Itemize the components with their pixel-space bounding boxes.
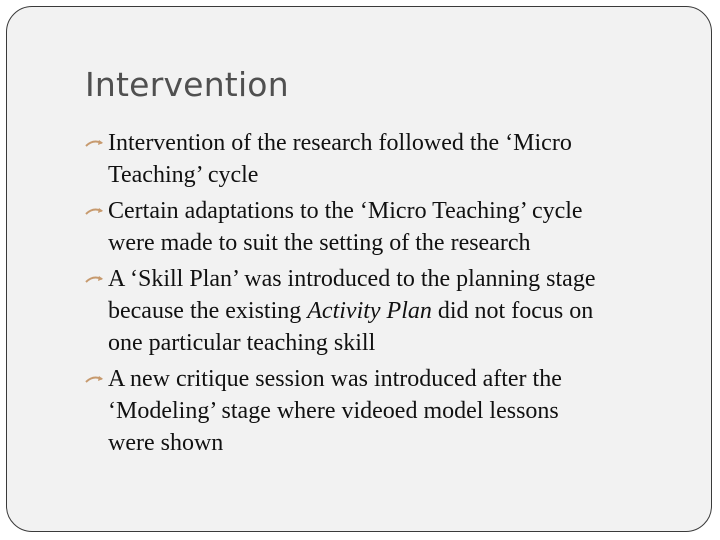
curved-arrow-bullet-icon xyxy=(85,138,105,149)
slide xyxy=(6,6,712,532)
bullet-text-line: were shown xyxy=(108,430,224,456)
bullet-text-line: Teaching’ cycle xyxy=(108,162,259,188)
bullet-item xyxy=(85,195,695,259)
bullet-item xyxy=(85,127,695,191)
bullet-item xyxy=(85,263,695,359)
bullet-item xyxy=(85,363,695,459)
slide-body xyxy=(85,127,695,463)
bullet-text-segment: because the existing xyxy=(108,298,308,324)
bullet-text-segment: did not focus on xyxy=(431,298,594,324)
curved-arrow-bullet-icon xyxy=(85,206,105,217)
bullet-text-line: Intervention of the research followed the ‘Micro xyxy=(108,130,572,156)
bullet-text-line: ‘Modeling’ stage where videoed model lessons xyxy=(108,398,559,424)
curved-arrow-bullet-icon xyxy=(85,274,105,285)
bullet-text-line: Certain adaptations to the ‘Micro Teaching’ cycle xyxy=(108,198,583,224)
activity-plan-italic: Activity Plan xyxy=(307,298,432,324)
bullet-text-line: A new critique session was introduced after the xyxy=(108,366,562,392)
curved-arrow-bullet-icon xyxy=(85,374,105,385)
bullet-text-line: were made to suit the setting of the research xyxy=(108,230,531,256)
bullet-text-line: A ‘Skill Plan’ was introduced to the planning stage xyxy=(108,266,596,292)
slide-title: Intervention xyxy=(85,65,289,104)
bullet-text-line xyxy=(108,295,695,327)
bullet-text-line: one particular teaching skill xyxy=(108,330,376,356)
